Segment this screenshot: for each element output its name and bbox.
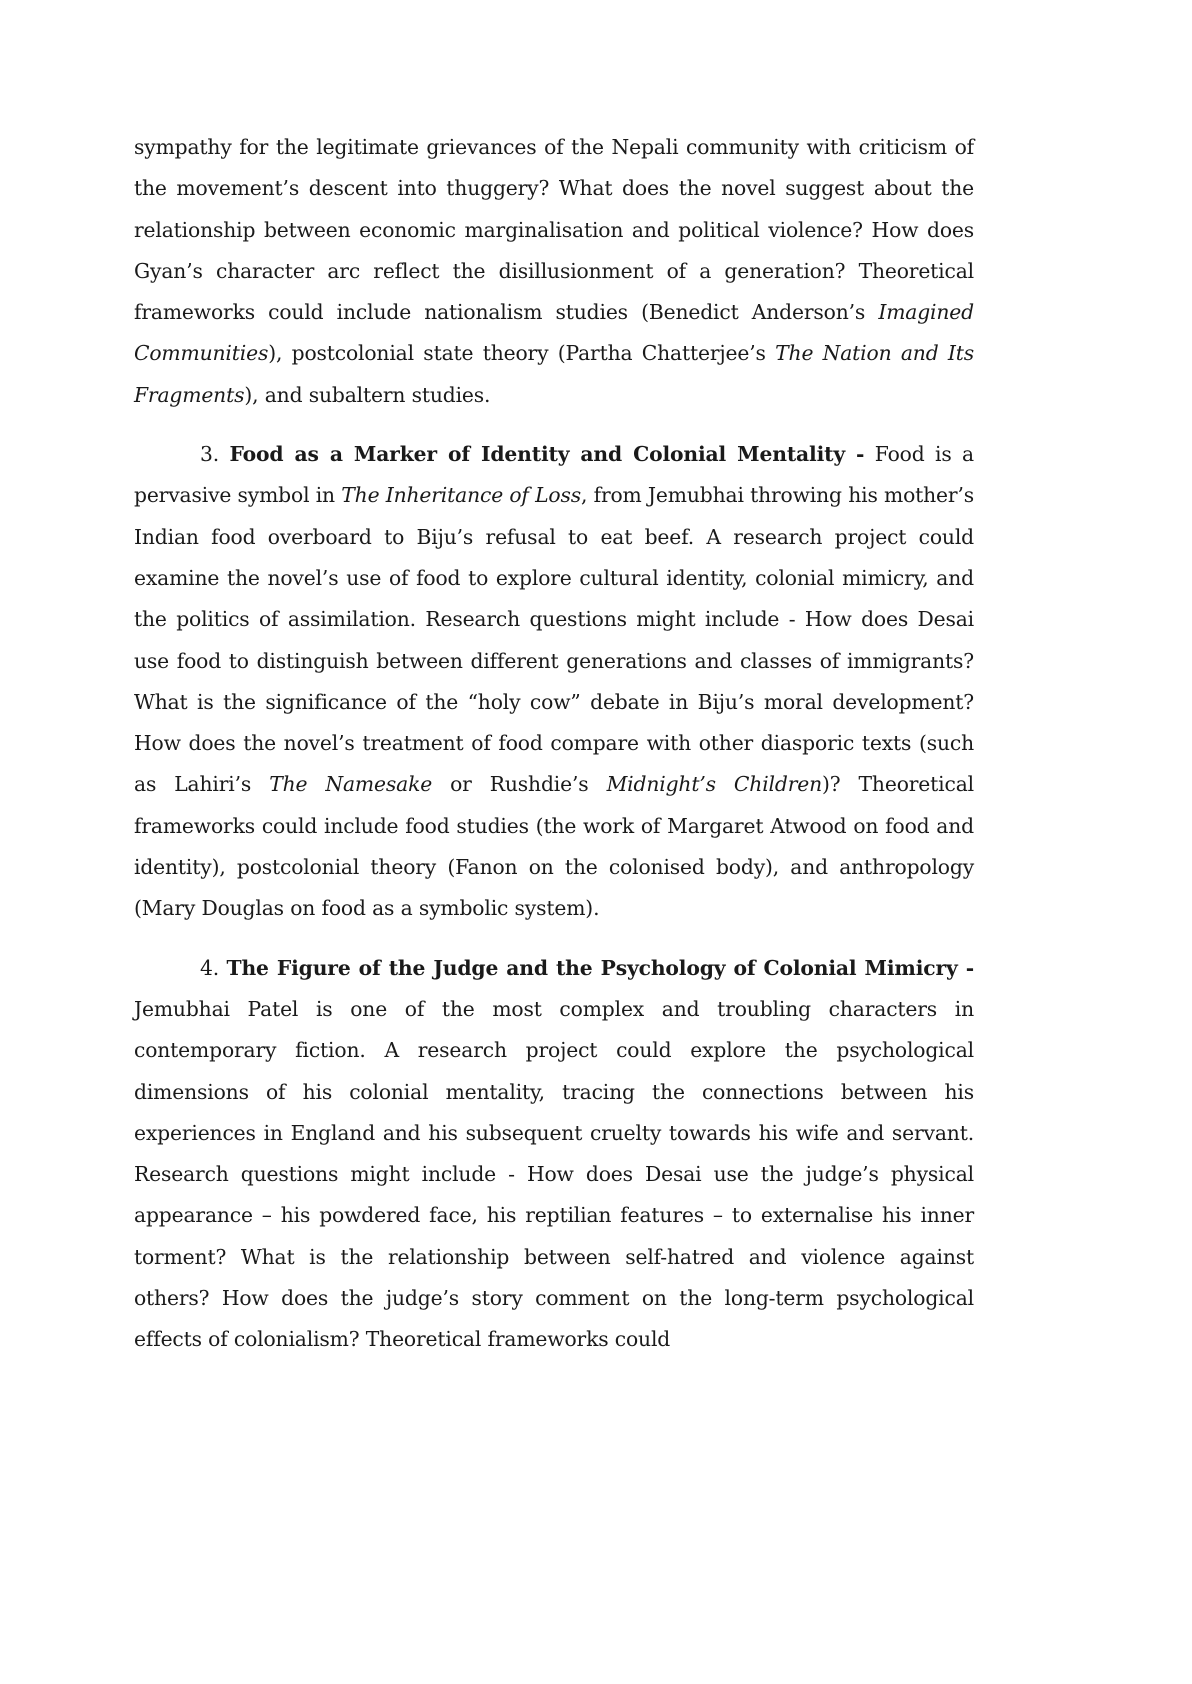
body-text: , from Jemubhai throwing his mother’s Indian food overboard to Biju’s refusal to eat beef. A research project could examine the novel’s use of food to explore cultural identity, colonial mimicry, and the politics of assimilation. Research questions might include - How does Desai use food to distinguish between different generations and classes of immigrants? What is the significance of the “holy cow” debate in Biju’s moral development? How does the novel’s treatment of food compare with other diasporic texts (such as Lahiri’s: [134, 483, 975, 797]
italic-title: The Namesake: [269, 772, 433, 797]
italic-title: The Inheritance of Loss: [341, 483, 581, 508]
body-text: )? Theoretical frameworks could include food studies (the work of Margaret Atwood on food and identity), postcolonial theory (Fanon on the colonised body), and anthropology (Mary Douglas on food as a symbolic system).: [134, 772, 974, 921]
body-text: ), and subaltern studies.: [244, 382, 491, 407]
italic-title: Imagined Communities: [134, 300, 974, 366]
body-text: ), postcolonial state theory (Partha Chatterjee’s: [268, 341, 776, 366]
section-heading: Food as a Marker of Identity and Colonial Mentality -: [229, 442, 865, 467]
body-text: or Rushdie’s: [432, 772, 607, 797]
body-text: Jemubhai Patel is one of the most complex and troubling characters in contemporary fiction. A research project could explore the psychological dimensions of his colonial mentality, tracing the connections between his experiences in England and his subsequent cruelty towards his wife and servant. Research questions might include - How does Desai use the judge’s physical appearance – his powdered face, his reptilian features – to externalise his inner torment? What is the relationship between self-hatred and violence against others? How does the judge’s story comment on the long-term psychological effects of colonialism? Theoretical frameworks could: [134, 996, 974, 1352]
paragraph-food-identity: [134, 434, 974, 930]
section-heading: The Figure of the Judge and the Psychology of Colonial Mimicry -: [226, 955, 974, 980]
section-number: 3.: [200, 442, 230, 467]
italic-title: Midnight’s Children: [606, 772, 823, 797]
paragraph-continuation: [134, 127, 974, 416]
body-text: sympathy for the legitimate grievances of the Nepali community with criticism of the movement’s descent into thuggery? What does the novel suggest about the relationship between economic marginalisation and political violence? How does Gyan’s character arc reflect the disillusionment of a generation? Theoretical frameworks could include nationalism studies (Benedict Anderson’s: [134, 135, 974, 325]
document-page: [134, 127, 974, 1379]
section-number: 4.: [200, 955, 227, 980]
italic-title: The Nation and Its Fragments: [134, 341, 975, 407]
body-text: Food is a pervasive symbol in: [134, 442, 974, 508]
paragraph-judge-psychology: [134, 948, 974, 1361]
